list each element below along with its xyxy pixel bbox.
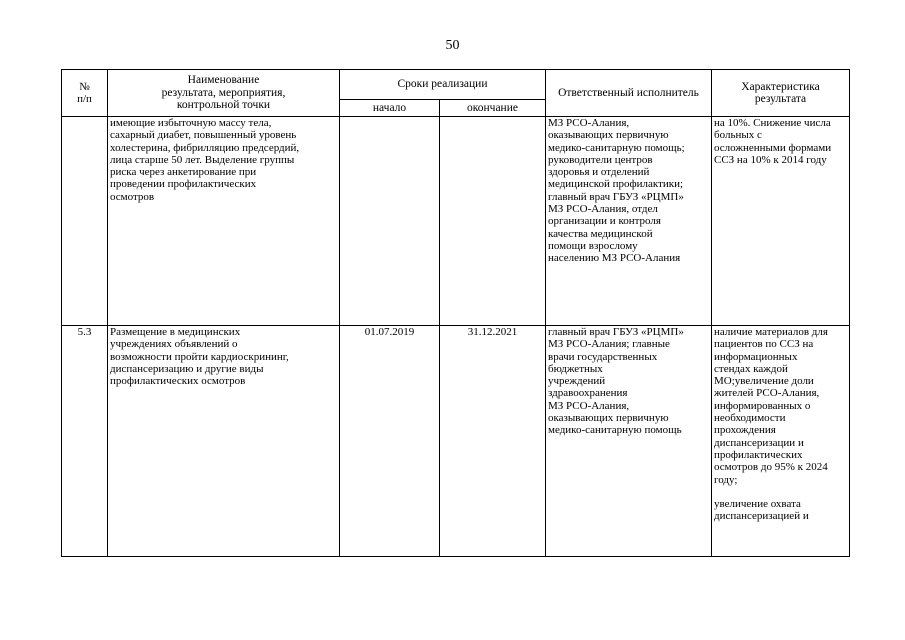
row-name: имеющие избыточную массу тела, сахарный диабет, повышенный уровень холестерина, фибрилляцию предсердий, лица старше 50 лет. Выделение группы риска через анкетирование при проведении профилактических осмотров — [108, 117, 340, 326]
row-start: 01.07.2019 — [340, 326, 440, 557]
header-end: окончание — [440, 100, 546, 117]
table-row — [62, 326, 850, 557]
header-executor: Ответственный исполнитель — [546, 70, 712, 117]
row-end — [440, 117, 546, 326]
row-number: 5.3 — [62, 326, 108, 557]
header-start: начало — [340, 100, 440, 117]
header-terms: Сроки реализации — [340, 70, 546, 100]
header-number: № п/п — [62, 70, 108, 117]
row-result: наличие материалов для пациентов по ССЗ на информационных стендах каждой МО;увеличение доли жителей РСО-Алания, информированных о необходимости прохождения диспансеризации и профилактических осмотров до 95% к 2024 году; увеличение охвата диспансеризацией и — [712, 326, 850, 557]
table-row — [62, 117, 850, 326]
row-name: Размещение в медицинских учреждениях объявлений о возможности пройти кардиоскрининг, диспансеризацию и другие виды профилактических осмотров — [108, 326, 340, 557]
page-number: 50 — [445, 38, 460, 53]
implementation-table — [61, 69, 850, 557]
row-number — [62, 117, 108, 326]
row-start — [340, 117, 440, 326]
header-name: Наименование результата, мероприятия, контрольной точки — [108, 70, 340, 117]
row-result: на 10%. Снижение числа больных с осложненными формами ССЗ на 10% к 2014 году — [712, 117, 850, 326]
header-result: Характеристика результата — [712, 70, 850, 117]
row-executor: МЗ РСО-Алания, оказывающих первичную медико-санитарную помощь; руководители центров здоровья и отделений медицинской профилактики; главный врач ГБУЗ «РЦМП» МЗ РСО-Алания, отдел организации и контроля качества медицинской помощи взрослому населению МЗ РСО-Алания — [546, 117, 712, 326]
row-end: 31.12.2021 — [440, 326, 546, 557]
row-executor: главный врач ГБУЗ «РЦМП» МЗ РСО-Алания; главные врачи государственных бюджетных учреждений здравоохранения МЗ РСО-Алания, оказывающих первичную медико-санитарную помощь — [546, 326, 712, 557]
